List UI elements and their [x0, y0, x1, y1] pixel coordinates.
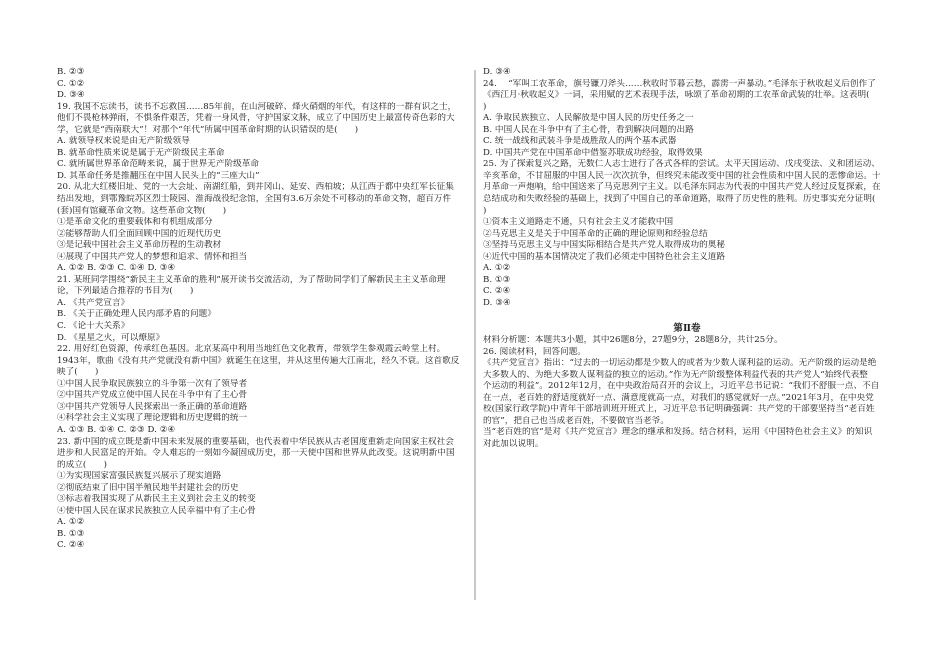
option-b: B. ①③ [57, 528, 85, 539]
section-title: 第Ⅱ卷 [673, 323, 701, 335]
option-b: B. 《关于正确处理人民内部矛盾的问题》 [57, 309, 216, 320]
text-line: 映了( ) [57, 367, 99, 378]
text-line: B. ②③ [57, 67, 85, 77]
statement-3: ③是记载中国社会主义革命历程的生动教材 [57, 240, 222, 251]
option-d: D. 《星星之火，可以燎原》 [57, 332, 165, 343]
text-line: C. ①② [57, 78, 85, 89]
option-c: C. 《论十大关系》 [57, 321, 130, 332]
options-row: A. ①③ B. ①④ C. ②③ D. ②④ [57, 424, 176, 435]
statement-3: ③坚持马克思主义与中国实际相结合是共产党人取得成功的奥秘 [483, 240, 726, 251]
question-23-stem: 23. 新中国的成立既是新中国未来发展的重要基础，也代表着中华民族从古老国度重新走向国家主权社会 [57, 436, 454, 447]
option-b: B. 中国人民在斗争中有了主心骨，看到解决问题的出路 [483, 124, 694, 135]
column-divider [474, 70, 476, 600]
question-21-stem: 21. 某班同学围绕“新民主主义革命的胜利”展开读书交流活动，为了帮助同学们了解新民主主义革命理 [57, 274, 446, 285]
text-line: 学，它就是“西南联大”！对那个“年代”所属中国革命时期的认识错误的是( ) [57, 124, 359, 135]
text-line: 结出发地，到鄂豫皖苏区烈士陵园、淮海战役纪念馆，全国有3.6万余处不可移动的革命文物，超百万件 [57, 194, 452, 205]
statement-2: ②马克思主义是关于中国革命的正确的理论原则和经验总结 [483, 228, 708, 239]
option-b: B. 就革命性质来说是属于无产阶级民主革命 [57, 147, 225, 158]
options-row: A. ①② B. ②③ C. ①④ D. ③④ [57, 263, 176, 274]
question-22-stem: 22. 用好红色资源，传承红色基因。北京某高中利用当地红色文化教育，带领学生参观霞云岭堂上村。 [57, 344, 446, 355]
text-line: 辛亥革命，不甘屈服的中国人民一次次抗争，但终究未能改变中国的社会性质和中国人民的悲惨命运。十 [483, 170, 881, 181]
text-line: (套)国有馆藏革命文物。这些革命文物( ) [57, 205, 227, 216]
option-c: C. ②④ [57, 540, 85, 551]
statement-2: ②能够帮助人们全面回顾中国的近现代历史 [57, 228, 222, 239]
statement-4: ④使中国人民在谋求民族独立人民幸福中有了主心骨 [57, 505, 256, 516]
text-line: 月革命一声炮响，给中国送来了马克思列宁主义。以毛泽东同志为代表的中国共产党人经过反复探索，在 [483, 182, 881, 193]
text-line: 1943年，歌曲《没有共产党就没有新中国》就诞生在这里，并从这里传遍大江南北，经久不衰。这首歌反 [57, 355, 460, 366]
material-text: 的官”，把自己也当成老百姓，不要做官当老爷。 [483, 415, 669, 426]
question-19-stem: 19. 我国不忘读书，读书不忘救国……85年前，在山河破碎、烽火硝烟的年代，有这样的一群有识之士， [57, 101, 457, 112]
option-d: D. 其革命任务是推翻压在中国人民头上的“三座大山” [57, 170, 260, 181]
question-26-stem: 26. 阅读材料，回答问题。 [483, 346, 587, 357]
statement-1: ①是革命文化的重要载体和有机组成部分 [57, 217, 213, 228]
material-text: 在一点，老百姓的舒适度就好一点、满意度就高一点，对我们的感觉就好一点。”2021年3月，在中央党 [483, 392, 874, 403]
statement-4: ④近代中国的基本国情决定了我们必须走中国特色社会主义道路 [483, 251, 726, 262]
question-24-stem: 24. “军叫工农革命，旗号镰刀斧头……秋收时节暮云愁，霹雳一声暴动。”毛泽东于秋收起义后创作了 [483, 78, 876, 89]
question-prompt: 对此加以说明。 [483, 438, 544, 449]
question-25-stem: 25. 为了探索复兴之路，无数仁人志士进行了各式各样的尝试。太平天国运动、戊戌变法、义和团运动、 [483, 159, 880, 170]
material-text: 个运动的利益”。2012年12月，在中央政治局召开的会议上，习近平总书记说：“我们不舒服一点、不自 [483, 381, 880, 392]
text-line: ) [483, 205, 487, 216]
statement-1: ①为实现国家富强民族复兴展示了现实道路 [57, 471, 222, 482]
text-line: 他们不畏枪林弹雨，不惧条件艰苦，凭着一身风骨，守护国家文脉，成立了中国历史上最富传奇色彩的大 [57, 113, 455, 124]
option-a: A. ①② [57, 517, 85, 528]
question-prompt: 当“老百姓的官”是对《共产党宣言》理念的继承和发扬。结合材料，运用《中国特色社会主义》的知识 [483, 427, 873, 438]
text-line: 论，下列最适合推荐的书目为( ) [57, 286, 194, 297]
section-instructions: 材料分析题：本题共3小题，其中26题8分，27题9分，28题8分，共计25分。 [483, 335, 783, 346]
text-line: 总结成功和失败经验的基础上，找到了中国自己的革命道路，取得了历史性的胜利。历史事实充分证明( [483, 194, 876, 205]
option-d: D. ③④ [483, 67, 511, 77]
statement-3: ③标志着我国实现了从新民主主义到社会主义的转变 [57, 494, 256, 505]
option-a: A. 《共产党宣言》 [57, 297, 130, 308]
material-text: 校(国家行政学院)中青年干部培训班开班式上，习近平总书记明确强调：共产党的干部要坚持当“老百姓 [483, 404, 875, 415]
left-column [57, 67, 467, 552]
option-a: A. ①② [483, 263, 511, 274]
statement-4: ④展现了中国共产党人的梦想和追求、情怀和担当 [57, 251, 248, 262]
text-line: 《西江月·秋收起义》一词，采用赋的艺术表现手法，咏颂了革命初期的工农革命武装的壮举。这表明( [483, 90, 870, 101]
statement-1: ①中国人民争取民族独立的斗争第一次有了领导者 [57, 378, 248, 389]
text-line: D. ③④ [57, 90, 85, 101]
option-c: C. ②④ [483, 286, 511, 297]
text-line: 的成立( ) [57, 459, 108, 470]
statement-3: ③中国共产党领导人民探索出一条正确的革命道路 [57, 401, 248, 412]
statement-4: ④科学社会主义实现了理论逻辑和历史逻辑的统一 [57, 413, 248, 424]
option-a: A. 就领导权来说是由无产阶级领导 [57, 136, 190, 147]
text-line: 进步和人民富足的开始。令人难忘的一刻如今凝固成历史，那一天使中国和世界从此改变。这说明新中国 [57, 448, 455, 459]
text-line: ) [483, 101, 487, 112]
option-d: D. 中国共产党在中国革命中借鉴苏联成功经验，取得效果 [483, 147, 703, 158]
material-text: 大多数人的、为绝大多数人谋利益的独立的运动。”作为无产阶级整体利益代表的共产党人“始终代表整 [483, 369, 868, 380]
option-d: D. ③④ [483, 297, 511, 308]
statement-1: ①资本主义道路走不通，只有社会主义才能救中国 [483, 217, 674, 228]
question-20-stem: 20. 从北大红楼旧址、党的一大会址、南湖红船，到井冈山、延安、西柏坡；从江西于都中央红军长征集 [57, 182, 454, 193]
statement-2: ②中国共产党成立使中国人民在斗争中有了主心骨 [57, 390, 248, 401]
option-a: A. 争取民族独立、人民解放是中国人民的历史任务之一 [483, 113, 694, 124]
option-c: C. 统一战线和武装斗争是战胜敌人的两个基本武器 [483, 136, 677, 147]
option-b: B. ①③ [483, 274, 511, 285]
right-column [483, 67, 891, 451]
option-c: C. 就所属世界革命范畴来说，属于世界无产阶级革命 [57, 159, 260, 170]
statement-2: ②彻底结束了旧中国半殖民地半封建社会的历史 [57, 482, 239, 493]
material-text: 《共产党宣言》指出：“过去的一切运动都是少数人的或者为少数人谋利益的运动。无产阶级的运动是绝 [483, 358, 877, 369]
